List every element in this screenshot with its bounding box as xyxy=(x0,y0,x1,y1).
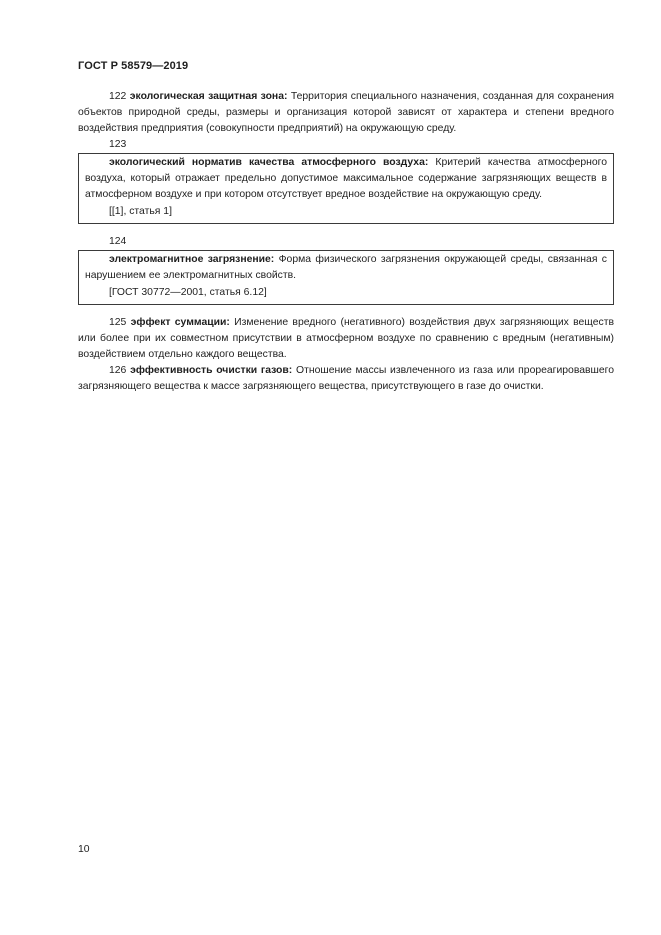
entry-term: эффект суммации: xyxy=(130,317,230,328)
term-entry-126 xyxy=(78,363,614,395)
entry-definition: Отношение массы извлеченного из газа или прореагировавшего загрязняющего вещества к массе загрязняющего вещества, присутствующего в газе до очистки. xyxy=(78,365,614,392)
entry-number-124: 124 xyxy=(109,236,127,247)
entry-term: электромагнитное загрязнение: xyxy=(109,254,275,265)
entry-number: 125 xyxy=(109,317,127,328)
document-body xyxy=(78,89,614,395)
entry-number: 122 xyxy=(109,91,127,102)
entry-number: 126 xyxy=(109,365,127,376)
page-number: 10 xyxy=(78,844,90,855)
entry-definition: Изменение вредного (негативного) воздействия двух загрязняющих веществ или более при их совместном присутствии в атмосферном воздухе по сравнению с вредным (негативным) воздействием отдельно каждого вещества. xyxy=(78,317,614,360)
term-entry-122 xyxy=(78,89,614,137)
term-entry-125 xyxy=(78,315,614,363)
entry-definition: Форма физического загрязнения окружающей среды, связанная с нарушением ее электромагнитных свойств. xyxy=(85,254,608,281)
entry-source: [ГОСТ 30772—2001, статья 6.12] xyxy=(109,287,267,298)
entry-term: эффективность очистки газов: xyxy=(130,365,293,376)
entry-definition: Территория специального назначения, созданная для сохранения объектов природной среды, размеры и организация которой зависят от характера и степени вредного воздействия предприятия (совокупности предприятий) на окружающую среду. xyxy=(78,91,615,134)
term-box-123 xyxy=(78,153,614,224)
entry-source: [[1], статья 1] xyxy=(109,206,172,217)
term-entry-124 xyxy=(85,252,607,284)
term-box-124 xyxy=(78,250,614,305)
entry-term: экологическая защитная зона: xyxy=(129,91,288,102)
entry-term: экологический норматив качества атмосферного воздуха: xyxy=(109,157,429,168)
document-code: ГОСТ Р 58579—2019 xyxy=(78,60,189,72)
term-entry-123 xyxy=(85,155,607,203)
entry-number-123: 123 xyxy=(109,139,127,150)
entry-definition: Критерий качества атмосферного воздуха, который отражает предельно допустимое максимальное содержание загрязняющих веществ в атмосферном воздухе и при котором отсутствует вредное воздействие на окружающую среду. xyxy=(85,157,607,200)
